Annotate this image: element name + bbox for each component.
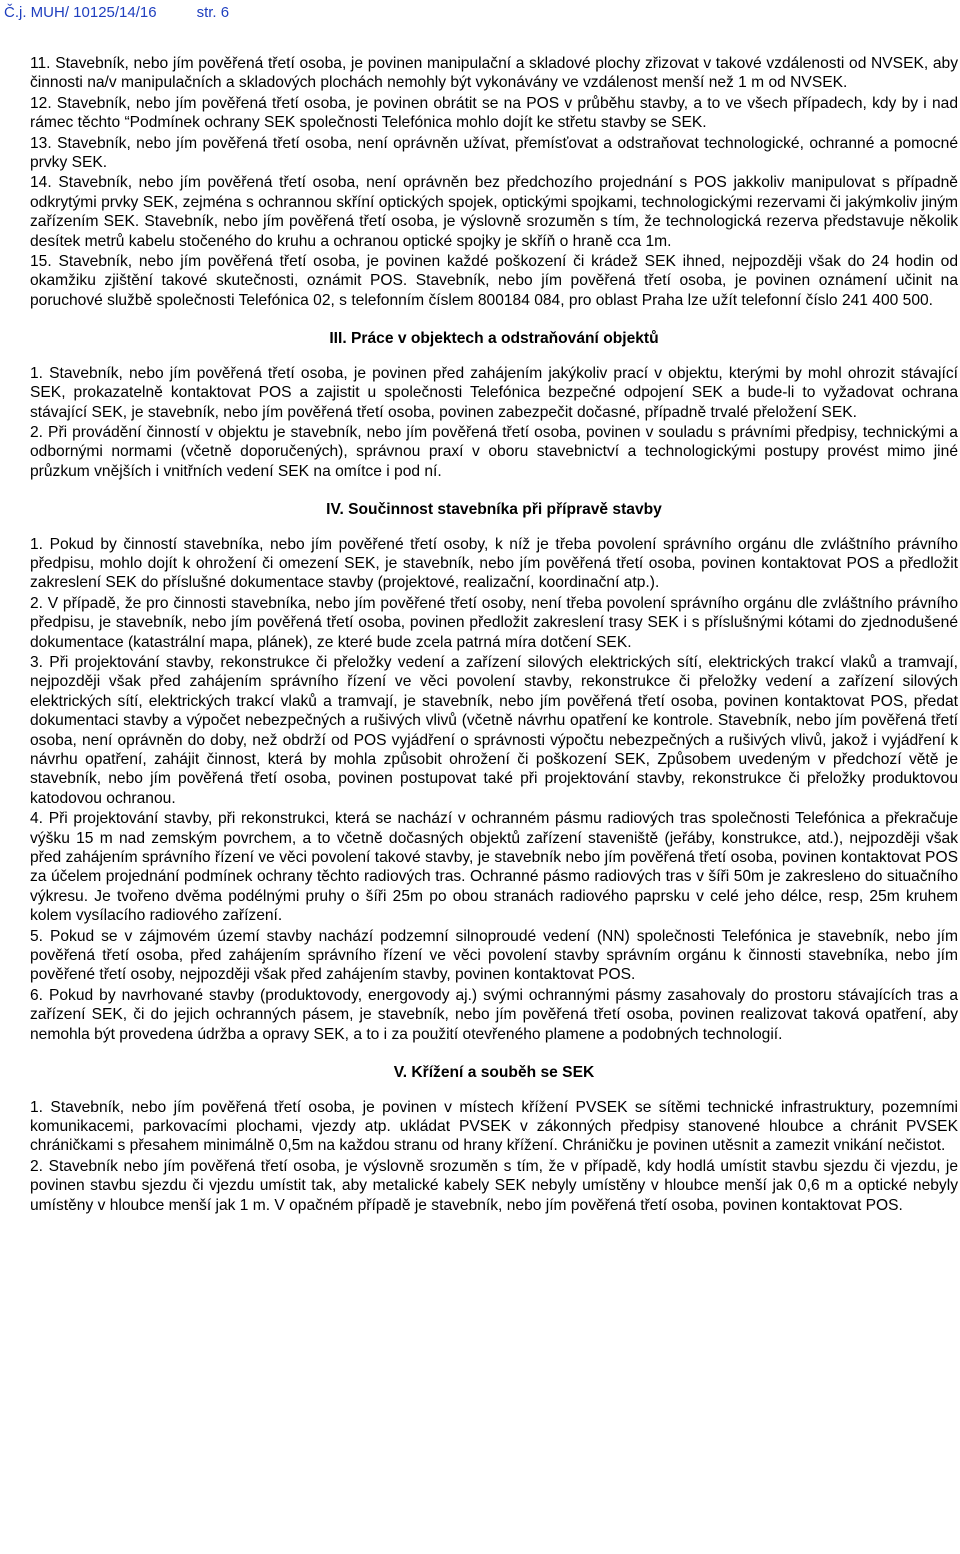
paragraph-14: 14. Stavebník, nebo jím pověřená třetí osoba, není oprávněn bez předchozího projednání s POS jakkoliv manipulovat s případně odkrytými prvky SEK, zejména s ochrannou skříní optických spojek, optickými spojkami, technologickými rezervami či jakýmkoliv jiným zařízením SEK. Stavebník, nebo jím pověřená třetí osoba, je výslovně srozuměn s tím, že technologická rezerva představuje několik desítek metrů kabelu stočeného do kruhu a ochranou optické spojky je skříň o hraně cca 1m. <box>30 174 958 250</box>
document-reference: Č.j. MUH/ 10125/14/16 <box>4 4 157 21</box>
section-heading-iii: III. Práce v objektech a odstraňování objektů <box>329 330 659 348</box>
section-v-paragraph-2: 2. Stavebník nebo jím pověřená třetí osoba, je výslovně srozuměn s tím, že v případě, kdy hodlá umístit stavbu sjezdu či vjezdu, je povinen stavbu sjezdu či vjezdu umístit tak, aby metalické kabely SEK nebyly umístěny v hloubce menší jak 0,6 m a optické nebyly umístěny v hloubce menší jak 1 m. V opačném případě je stavebník, nebo jím pověřená třetí osoba, povinen kontaktovat POS. <box>30 1157 958 1214</box>
section-iv-paragraph-4: 4. Při projektování stavby, při rekonstrukci, která se nachází v ochranném pásmu radiových tras společnosti Telefónica a překračuje výšku 15 m nad zemským povrchem, a to včetně dočasných objektů zařízení staveniště (jeřáby, konstrukce, atd.), nejpozději však před zahájením správního řízení ve věci povolení takové stavby, je stavebník nebo jím pověřená třetí osoba, povinen kontaktovat POS za účelem projednání podmínek ochrany těchto radiových tras. Ochranné pásmo radiových tras v šíři 50m je zakreslено do situačního výkresu. Je tvořeno dvěma podélnými pruhy o šíři 25m po obou stranách radiového paprsku v celé jeho délce, resp, 25m kruhem kolem vysílacího radiového zařízení. <box>30 810 958 925</box>
section-iv-paragraph-5: 5. Pokud se v zájmovém území stavby nachází podzemní silnoproudé vedení (NN) společnosti Telefónica je stavebník, nebo jím pověřená třetí osoba, před zahájením správního řízení ve věci povolení stavby správním orgánu k činnosti stavebníka, nebo jím pověřené třetí osoby, nejpozději však před zahájením stavby, povinen kontaktovat POS. <box>30 927 958 984</box>
page-header <box>4 4 229 21</box>
paragraph-13: 13. Stavebník, nebo jím pověřená třetí osoba, není oprávněn užívat, přemísťovat a odstraňovat technologické, ochranné a pomocné prvky SEK. <box>30 134 958 172</box>
page-number: str. 6 <box>196 4 230 21</box>
section-iii-paragraph-2: 2. Při provádění činností v objektu je stavebník, nebo jím pověřená třetí osoba, povinen v souladu s právními předpisy, technickými a odbornými normami (včetně doporučených), správnou praxí v oboru stavebnictví a technologickými postupy provést mimo jiné průzkum vnějších i vnitřních vedení SEK na omítce i pod ní. <box>30 423 958 480</box>
section-iv-paragraph-2: 2. V případě, že pro činnosti stavebníka, nebo jím pověřené třetí osoby, není třeba povolení správního orgánu dle zvláštního právního předpisu, je stavebník, nebo jím pověřená třetí osoba, povinen předložit zakreslení trasy SEK i s příslušnými kótami do zjednodušené dokumentace (katastrální mapa, plánek), ze které bude zcela patrná míra dotčení SEK. <box>30 594 958 651</box>
section-heading-v: V. Křížení a souběh se SEK <box>393 1064 595 1082</box>
section-iv-paragraph-1: 1. Pokud by činností stavebníka, nebo jím pověřené třetí osoby, k níž je třeba povolení správního orgánu dle zvláštního právního předpisu, mohlo dojít k ohrožení či omezení SEK, je stavebník, nebo jím pověřená třetí osoba, povinen kontaktovat POS a předložit zakreslení SEK do příslušné dokumentace stavby (projektové, realizační, koordinační atp.). <box>30 535 958 592</box>
section-iv-paragraph-6: 6. Pokud by navrhované stavby (produktovody, energovody aj.) svými ochrannými pásmy zasahovaly do prostoru stávajících tras a zařízení SEK, či do jejich ochranných pásem, je stavebník, nebo jím pověřená třetí osoba, povinen realizovat taková opatření, aby nemohla být provedena údržba a opravy SEK, a to i za použití otevřeného plamene a podobných technologií. <box>30 986 959 1043</box>
section-iii-paragraph-1: 1. Stavebník, nebo jím pověřená třetí osoba, je povinen před zahájením jakýkoliv prací v objektu, kterými by mohl ohrozit stávající SEK, prokazatelně kontaktovat POS a zajistit u společnosti Telefónica bezpečné odpojení SEK a bude-li to vyžadovat ochrana stávající SEK, je stavebník, nebo jím pověřená třetí osoba, povinen zabezpečit dočasné, případně trvalé přeložení SEK. <box>30 364 958 421</box>
paragraph-11: 11. Stavebník, nebo jím pověřená třetí osoba, je povinen manipulační a skladové plochy zřizovat v takové vzdálenosti od NVSEK, aby činnosti na/v manipulačních a skladových plochách nemohly být vykonávány ve vzdálenost menší než 1 m od NVSEK. <box>30 55 958 92</box>
document-body <box>30 54 958 1216</box>
section-iv-paragraph-3: 3. Při projektování stavby, rekonstrukce či přeložky vedení a zařízení silových elektrických sítí, elektrických trakcí vlaků a tramvají, nejpozději však před zahájením správního řízení ve věci povolení stavby, rekonstrukce či přeložky vedení a zařízení silových elektrických sítí, elektrických trakcí vlaků a tramvají, je stavebník, nebo jím pověřená třetí osoba, povinen kontaktovat POS, předat dokumentaci stavby a výpočet nebezpečných a rušivých vlivů (včetně návrhu opatření ke kontrole. Stavebník, nebo jím pověřená třetí osoba, není oprávněn do doby, než obdrží od POS vyjádření o správnosti výpočtu nebezpečných a rušivých vlivů, jakož i vyjádření k návrhu opatření, zahájit činnost, která by mohla způsobit ohrožení či poškození SEK, Způsobem uvedeným v předchozí větě je stavebník, nebo jím pověřená třetí osoba, povinen postupovat také při projektování stavby, rekonstrukce či přeložky produktovou katodovou ochranou. <box>30 653 958 807</box>
section-heading-iv: IV. Součinnost stavebníka při přípravě stavby <box>326 501 662 519</box>
section-v-paragraph-1: 1. Stavebník, nebo jím pověřená třetí osoba, je povinen v místech křížení PVSEK se sítěmi technické infrastruktury, pozemními komunikacemi, parkovacími plochami, vjezdy atp. ukládat PVSEK v zákonných předpisy stanovené hloubce a chránit PVSEK chráničkami s přesahem minimálně 0,5m na každou stranu od hrany křížení. Chráničku je povinen utěsnit a zamezit vnikání nečistot. <box>30 1098 958 1155</box>
paragraph-12: 12. Stavebník, nebo jím pověřená třetí osoba, je povinen obrátit se na POS v průběhu stavby, a to ve všech případech, kdy by i nad rámec těchto “Podmínek ochrany SEK společnosti Telefónica mohlo dojít ke střetu stavby se SEK. <box>30 94 958 132</box>
paragraph-15: 15. Stavebník, nebo jím pověřená třetí osoba, je povinen každé poškození či krádež SEK ihned, nejpozději však do 24 hodin od okamžiku zjištění takové skutečnosti, oznámit POS. Stavebník, nebo jím pověřená třetí osoba, je povinen oznámení učinit na poruchové službě společnosti Telefónica 02, s telefonním číslem 800184 084, pro oblast Praha lze užít telefonní číslo 241 400 500. <box>30 253 958 309</box>
